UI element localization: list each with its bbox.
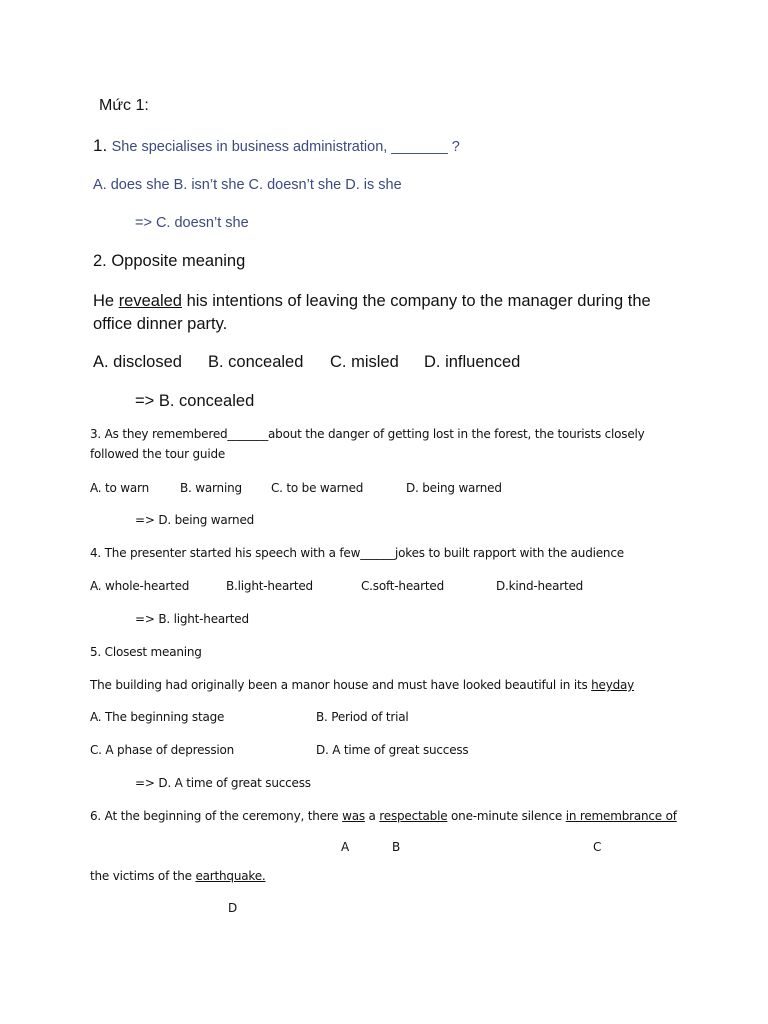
question-6-underlined-a: was (342, 809, 365, 823)
question-4-stem: 4. The presenter started his speech with a few______jokes to built rapport with the audience (90, 546, 624, 560)
question-4-option-d: D.kind-hearted (496, 579, 584, 593)
question-4-option-b: B.light-hearted (226, 579, 313, 593)
question-3-option-d: D. being warned (406, 481, 502, 495)
question-1-number: 1. (93, 136, 108, 155)
question-4-option-c: C.soft-hearted (361, 579, 445, 593)
question-6-stem-line-2 (90, 869, 266, 883)
question-2-option-b: B. concealed (208, 353, 304, 371)
question-2-title: 2. Opposite meaning (93, 252, 246, 270)
question-6-text-4: the victims of the (90, 869, 196, 883)
question-1-stem: She specialises in business administration, _______ ? (111, 139, 460, 155)
question-1 (93, 136, 460, 156)
question-6-underlined-c: in remembrance of (565, 809, 677, 823)
question-2-option-a: A. disclosed (93, 353, 182, 371)
question-5-option-a: A. The beginning stage (90, 710, 225, 724)
question-5-option-b: B. Period of trial (316, 710, 409, 724)
question-5-answer: => D. A time of great success (135, 776, 311, 790)
question-6-text-3: one-minute silence (447, 809, 566, 823)
level-heading: Mức 1: (99, 97, 149, 114)
question-3-option-b: B. warning (180, 481, 242, 495)
question-3-answer: => D. being warned (135, 513, 255, 527)
question-2-answer: => B. concealed (135, 392, 255, 410)
question-6-marker-d: D (228, 901, 238, 915)
question-6-marker-c: C (593, 840, 602, 854)
question-6-underlined-d: earthquake. (195, 869, 266, 883)
question-2-underlined-word: revealed (118, 292, 182, 310)
question-1-answer: => C. doesn’t she (135, 215, 249, 231)
question-6-marker-a: A (341, 840, 350, 854)
question-4-option-a: A. whole-hearted (90, 579, 190, 593)
question-6-underlined-b: respectable (379, 809, 448, 823)
question-5-stem-start: The building had originally been a manor house and must have looked beautiful in its (90, 678, 592, 692)
question-2-option-c: C. misled (330, 353, 399, 371)
question-3-stem-line-2: followed the tour guide (90, 447, 226, 461)
question-5-option-c: C. A phase of depression (90, 743, 235, 757)
question-6-text-1: 6. At the beginning of the ceremony, there (90, 809, 343, 823)
question-5-stem (90, 678, 634, 692)
question-6-text-2: a (364, 809, 380, 823)
question-6-stem-line-1 (90, 809, 677, 823)
question-1-options: A. does she B. isn’t she C. doesn’t she D. is she (93, 177, 402, 193)
question-3-stem-line-1: 3. As they remembered_______about the danger of getting lost in the forest, the tourists closely (90, 427, 645, 441)
question-2-stem-start: He (93, 292, 119, 310)
question-5-title: 5. Closest meaning (90, 645, 202, 659)
question-6-marker-b: B (392, 840, 401, 854)
question-3-option-a: A. to warn (90, 481, 149, 495)
question-5-underlined-word: heyday (591, 678, 635, 692)
question-5-option-d: D. A time of great success (316, 743, 469, 757)
question-2-stem-end: his intentions of leaving the company to the manager during the office dinner party. (93, 292, 651, 333)
question-2-option-d: D. influenced (424, 353, 521, 371)
question-3-option-c: C. to be warned (271, 481, 364, 495)
question-4-answer: => B. light-hearted (135, 612, 249, 626)
question-2-stem (93, 290, 693, 336)
